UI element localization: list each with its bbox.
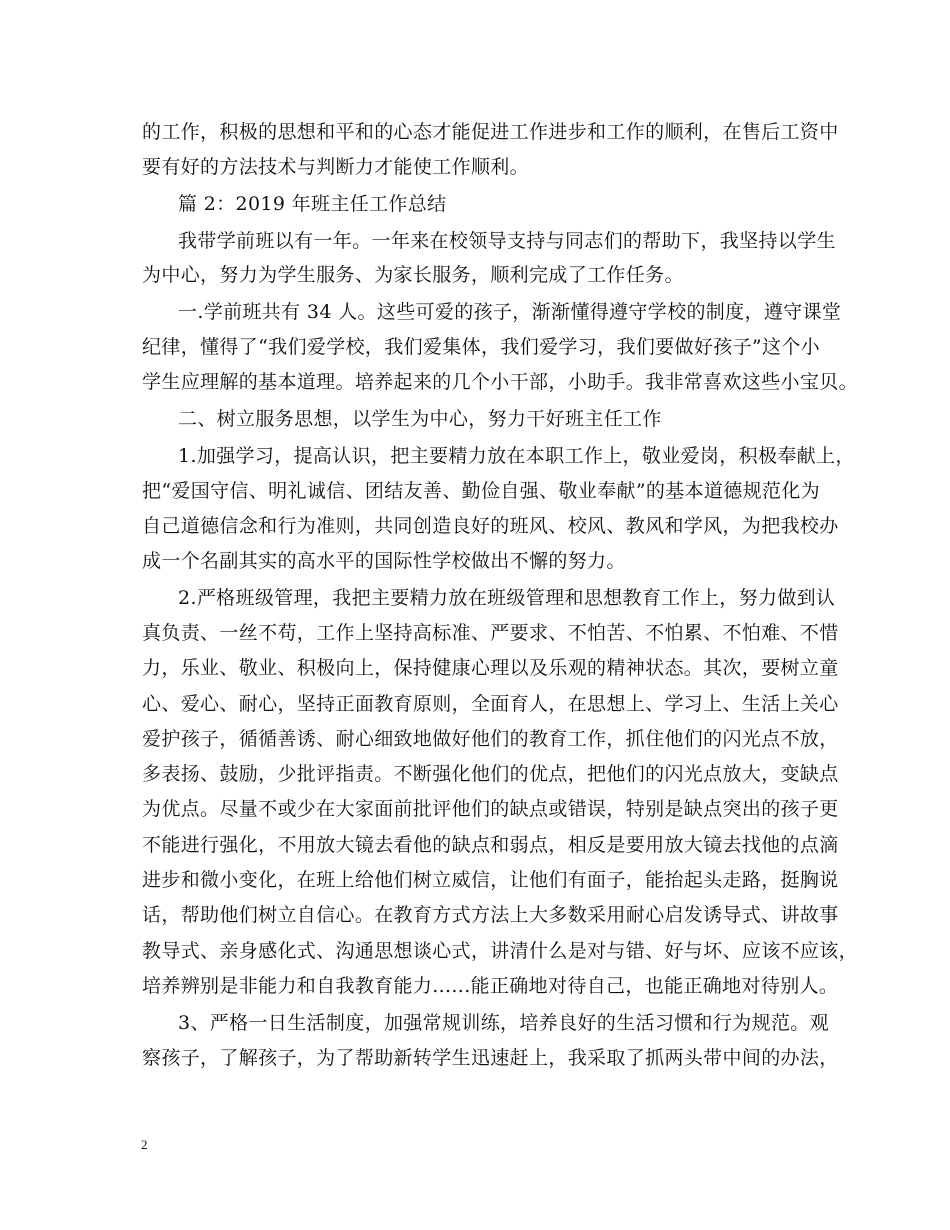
body-text-line: 为中心，努力为学生服务、为家长服务，顺利完成了工作任务。 bbox=[142, 264, 684, 286]
body-text-line: 多表扬、鼓励，少批评指责。不断强化他们的优点，把他们的闪光点放大，变缺点 bbox=[142, 763, 839, 785]
paragraph-first-line: 2.严格班级管理，我把主要精力放在班级管理和思想教育工作上，努力做到认 bbox=[178, 587, 836, 609]
paragraph-first-line: 一.学前班共有 34 人。这些可爱的孩子，渐渐懂得遵守学校的制度，遵守课堂 bbox=[178, 301, 842, 323]
paragraph-first-line: 1.加强学习，提高认识，把主要精力放在本职工作上，敬业爱岗，积极奉献上， bbox=[178, 445, 855, 467]
body-text-line: 成一个名副其实的高水平的国际性学校做出不懈的努力。 bbox=[142, 550, 626, 572]
paragraph-first-line: 我带学前班以有一年。一年来在校领导支持与同志们的帮助下，我坚持以学生 bbox=[178, 230, 836, 252]
body-text-line: 为优点。尽量不或少在大家面前批评他们的缺点或错误，特别是缺点突出的孩子更 bbox=[142, 798, 839, 820]
body-text-line: 的工作，积极的思想和平和的心态才能促进工作进步和工作的顺利，在售后工资中 bbox=[142, 121, 839, 143]
body-text-line: 心、爱心、耐心，坚持正面教育原则，全面育人，在思想上、学习上、生活上关心 bbox=[142, 693, 839, 715]
body-text-line: 爱护孩子，循循善诱、耐心细致地做好他们的教育工作，抓住他们的闪光点不放， bbox=[142, 728, 839, 750]
section-heading: 二、树立服务思想，以学生为中心，努力干好班主任工作 bbox=[178, 408, 662, 430]
body-text-line: 纪律，懂得了“我们爱学校，我们爱集体，我们爱学习，我们要做好孩子”这个小 bbox=[142, 336, 821, 358]
body-text-line: 不能进行强化，不用放大镜去看他的缺点和弱点，相反是要用放大镜去找他的点滴 bbox=[142, 834, 839, 856]
body-text-line: 真负责、一丝不苟，工作上坚持高标准、严要求、不怕苦、不怕累、不怕难、不惜 bbox=[142, 622, 839, 644]
paragraph-first-line: 3、严格一日生活制度，加强常规训练，培养良好的生活习惯和行为规范。观 bbox=[178, 1012, 829, 1034]
body-text-line: 话，帮助他们树立自信心。在教育方式方法上大多数采用耐心启发诱导式、讲故事 bbox=[142, 904, 839, 926]
body-text-line: 进步和微小变化，在班上给他们树立威信，让他们有面子，能抬起头走路，挺胸说 bbox=[142, 869, 839, 891]
body-text-line: 要有好的方法技术与判断力才能使工作顺利。 bbox=[142, 156, 530, 178]
section-heading: 篇 2：2019 年班主任工作总结 bbox=[178, 193, 447, 215]
body-text-line: 察孩子，了解孩子，为了帮助新转学生迅速赶上，我采取了抓两头带中间的办法， bbox=[142, 1047, 839, 1069]
body-text-line: 学生应理解的基本道理。培养起来的几个小干部，小助手。我非常喜欢这些小宝贝。 bbox=[142, 371, 858, 393]
body-text-line: 力，乐业、敬业、积极向上，保持健康心理以及乐观的精神状态。其次，要树立童 bbox=[142, 657, 839, 679]
body-text-line: 把“爱国守信、明礼诚信、团结友善、勤俭自强、敬业奉献”的基本道德规范化为 bbox=[142, 480, 821, 502]
body-text-line: 自己道德信念和行为准则，共同创造良好的班风、校风、教风和学风，为把我校办 bbox=[142, 515, 839, 537]
body-text-line: 教导式、亲身感化式、沟通思想谈心式，讲清什么是对与错、好与坏、应该不应该， bbox=[142, 940, 858, 962]
page-number: 2 bbox=[141, 1137, 148, 1152]
body-text-line: 培养辨别是非能力和自我教育能力......能正确地对待自己，也能正确地对待别人。 bbox=[142, 975, 839, 997]
